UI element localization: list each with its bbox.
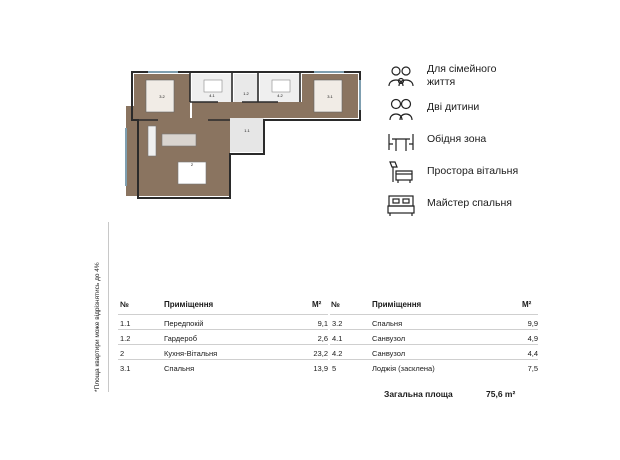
row-room: Спальня — [164, 364, 195, 373]
row-area: 4,9 — [527, 334, 538, 343]
table-row — [330, 314, 538, 330]
col-header-area: М² — [522, 300, 532, 309]
row-num: 1.1 — [120, 319, 131, 328]
two-children-icon — [386, 94, 416, 124]
area-disclaimer: *Площа квартири може відрізнятись до 4% — [94, 262, 101, 392]
feature-master-bedroom — [386, 190, 606, 220]
table-row — [330, 344, 538, 360]
row-area: 9,1 — [317, 319, 328, 328]
feature-family — [386, 62, 606, 92]
living-room-icon — [386, 158, 416, 188]
feature-dining — [386, 126, 606, 156]
feature-label: Для сімейного життя — [427, 63, 497, 88]
room-label-2: 2 — [190, 162, 194, 167]
total-area-value: 75,6 m² — [486, 389, 516, 399]
row-room: Санвузол — [372, 349, 406, 358]
table-row — [118, 329, 328, 345]
col-header-num: № — [120, 300, 129, 309]
room-label-1-1: 1.1 — [244, 128, 250, 133]
room-label-3-1: 3.1 — [327, 94, 333, 99]
row-area: 7,5 — [527, 364, 538, 373]
row-num: 3.1 — [120, 364, 131, 373]
master-bedroom-icon — [386, 190, 416, 220]
col-header-room: Приміщення — [372, 300, 422, 309]
table-row — [118, 344, 328, 360]
row-room: Кухня-Вітальня — [164, 349, 218, 358]
row-area: 2,6 — [317, 334, 328, 343]
col-header-num: № — [331, 300, 340, 309]
row-area: 4,4 — [527, 349, 538, 358]
row-room: Санвузол — [372, 334, 406, 343]
feature-label: Обідня зона — [427, 133, 487, 145]
col-header-room: Приміщення — [164, 300, 214, 309]
row-room: Лоджія (засклена) — [372, 364, 435, 373]
table-row — [330, 359, 538, 375]
row-area: 13,9 — [313, 364, 328, 373]
room-label-1-2: 1.2 — [243, 91, 249, 96]
feature-label: Майстер спальня — [427, 197, 512, 209]
table-row — [330, 329, 538, 345]
row-area: 9,9 — [527, 319, 538, 328]
row-num: 3.2 — [332, 319, 343, 328]
feature-living — [386, 158, 606, 188]
table-row — [118, 359, 328, 375]
row-room: Гардероб — [164, 334, 197, 343]
col-header-area: М² — [312, 300, 322, 309]
row-area: 23,2 — [313, 349, 328, 358]
room-label-4-2: 4.2 — [277, 93, 283, 98]
row-num: 1.2 — [120, 334, 131, 343]
room-label-4-1: 4.1 — [209, 93, 215, 98]
feature-label: Простора вітальня — [427, 165, 519, 177]
row-room: Передпокій — [164, 319, 204, 328]
table-row — [118, 314, 328, 330]
dining-zone-icon — [386, 126, 416, 156]
floor-plan — [118, 66, 376, 206]
room-label-3-2: 3.2 — [159, 94, 165, 99]
family-icon — [386, 62, 416, 92]
total-area-label: Загальна площа — [384, 389, 453, 399]
row-num: 5 — [332, 364, 337, 373]
feature-label: Дві дитини — [427, 101, 480, 113]
row-num: 2 — [120, 349, 125, 358]
row-num: 4.2 — [332, 349, 343, 358]
row-room: Спальня — [372, 319, 403, 328]
feature-children — [386, 94, 606, 124]
row-num: 4.1 — [332, 334, 343, 343]
divider — [108, 222, 109, 392]
